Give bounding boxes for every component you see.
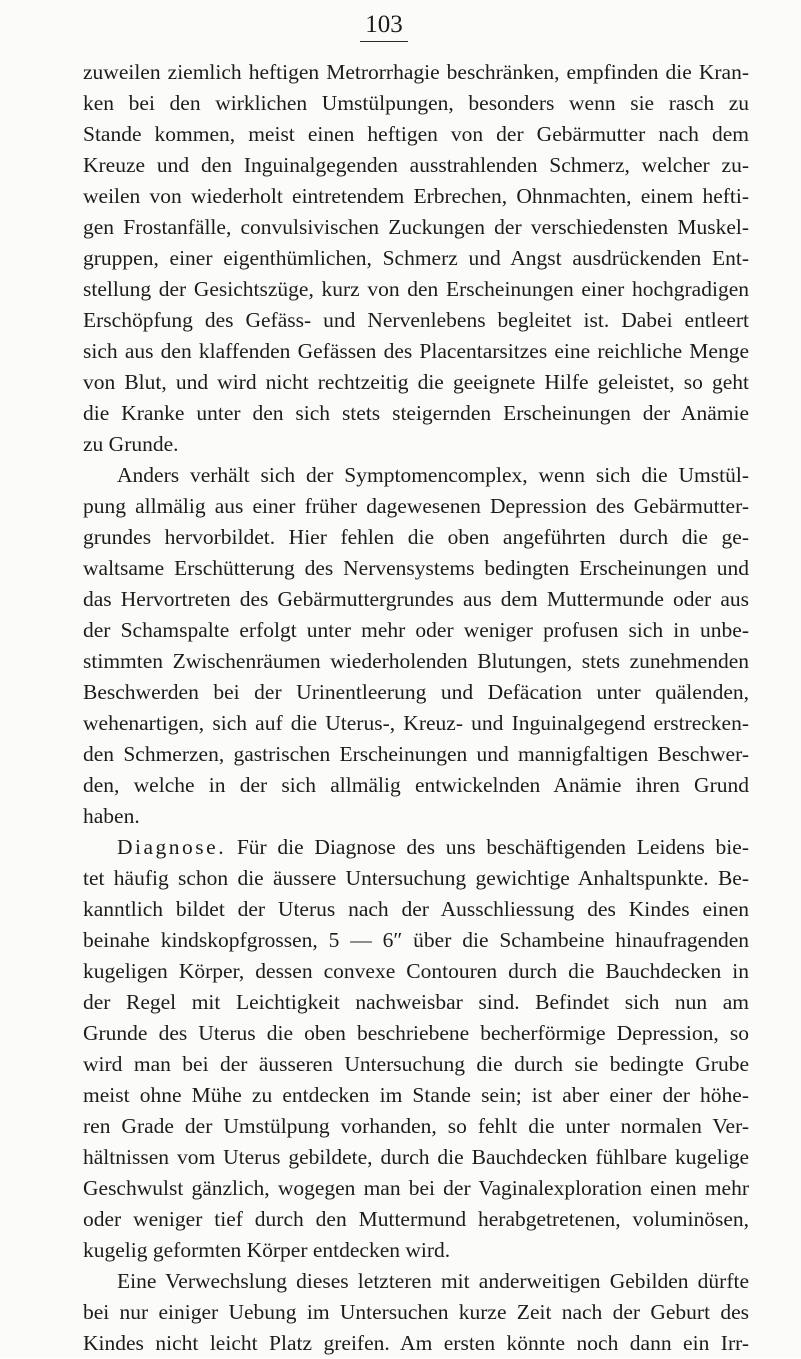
text-line xyxy=(83,88,749,119)
text-line xyxy=(83,336,749,367)
text-line xyxy=(83,770,749,801)
text-line xyxy=(83,1204,749,1235)
text-line-content: sich aus den klaffenden Gefässen des Placentarsitzes eine reichliche Menge xyxy=(83,339,749,363)
text-line xyxy=(83,584,749,615)
text-line-content: Anders verhält sich der Symptomencomplex, wenn sich die Umstül- xyxy=(117,463,749,487)
text-line-content: Kindes nicht leicht Platz greifen. Am ersten könnte noch dann ein Irr- xyxy=(83,1331,749,1355)
text-line-content: kanntlich bildet der Uterus nach der Ausschliessung des Kindes einen xyxy=(83,897,749,921)
text-line-content: wehenartigen, sich auf die Uterus-, Kreuz- und Inguinalgegend erstrecken- xyxy=(83,711,749,735)
text-line xyxy=(83,646,749,677)
text-line-content: beinahe kindskopfgrossen, 5 — 6″ über die Schambeine hinaufragenden xyxy=(83,928,749,952)
text-line-content: zuweilen ziemlich heftigen Metrorrhagie beschränken, empfinden die Kran- xyxy=(83,60,749,84)
text-line xyxy=(83,1173,749,1204)
text-line xyxy=(83,243,749,274)
text-line xyxy=(83,1235,749,1266)
text-line-content: tet häufig schon die äussere Untersuchung gewichtige Anhaltspunkte. Be- xyxy=(83,866,749,890)
text-line xyxy=(83,460,749,491)
text-line xyxy=(83,832,749,863)
text-line xyxy=(83,1297,749,1328)
text-line-content: Kreuze und den Inguinalgegenden ausstrahlenden Schmerz, welcher zu- xyxy=(83,153,749,177)
text-line xyxy=(83,677,749,708)
paragraph xyxy=(83,1266,749,1359)
text-line-content: stimmten Zwischenräumen wiederholenden Blutungen, stets zunehmenden xyxy=(83,649,749,673)
text-line-content: den Schmerzen, gastrischen Erscheinungen und mannigfaltigen Beschwer- xyxy=(83,742,749,766)
text-line xyxy=(83,57,749,88)
text-line-content: Geschwulst gänzlich, wogegen man bei der Vaginalexploration einen mehr xyxy=(83,1176,749,1200)
text-line xyxy=(83,181,749,212)
text-line-content: der Regel mit Leichtigkeit nachweisbar sind. Befindet sich nun am xyxy=(83,990,749,1014)
text-line-content: oder weniger tief durch den Muttermund herabgetretenen, voluminösen, xyxy=(83,1207,749,1231)
text-line xyxy=(83,491,749,522)
text-line xyxy=(83,863,749,894)
paragraph xyxy=(83,460,749,832)
text-line-content: den, welche in der sich allmälig entwickelnden Anämie ihren Grund xyxy=(83,773,749,797)
text-line-content: grundes hervorbildet. Hier fehlen die oben angeführten durch die ge- xyxy=(83,525,749,549)
text-line xyxy=(83,398,749,429)
text-line-content: der Schamspalte erfolgt unter mehr oder weniger profusen sich in unbe- xyxy=(83,618,749,642)
text-line xyxy=(83,274,749,305)
text-line-content: gruppen, einer eigenthümlichen, Schmerz und Angst ausdrückenden Ent- xyxy=(83,246,749,270)
text-line xyxy=(83,1080,749,1111)
text-line-content: bei nur einiger Uebung im Untersuchen kurze Zeit nach der Geburt des xyxy=(83,1300,749,1324)
paragraph xyxy=(83,832,749,1266)
text-line-content: kugeligen Körper, dessen convexe Contouren durch die Bauchdecken in xyxy=(83,959,749,983)
text-line xyxy=(83,1018,749,1049)
text-line-content: haben. xyxy=(83,804,140,828)
text-line xyxy=(83,925,749,956)
text-line xyxy=(83,615,749,646)
text-line-content: gen Frostanfälle, convulsivischen Zuckungen der verschiedensten Muskel- xyxy=(83,215,749,239)
text-line xyxy=(83,1142,749,1173)
text-line-content: das Hervortreten des Gebärmuttergrundes aus dem Muttermunde oder aus xyxy=(83,587,749,611)
text-line xyxy=(83,1049,749,1080)
text-line xyxy=(83,1111,749,1142)
text-line xyxy=(83,894,749,925)
text-line xyxy=(83,987,749,1018)
text-line-content: ren Grade der Umstülpung vorhanden, so fehlt die unter normalen Ver- xyxy=(83,1114,749,1138)
text-line-content: Grunde des Uterus die oben beschriebene becherförmige Depression, so xyxy=(83,1021,749,1045)
text-line xyxy=(83,522,749,553)
text-line-content: Erschöpfung des Gefäss- und Nervenlebens begleitet ist. Dabei entleert xyxy=(83,308,749,332)
text-line-content: ken bei den wirklichen Umstülpungen, besonders wenn sie rasch zu xyxy=(83,91,749,115)
text-line-content: hältnissen vom Uterus gebildete, durch die Bauchdecken fühlbare kugelige xyxy=(83,1145,749,1169)
text-line xyxy=(83,1328,749,1359)
text-line xyxy=(83,956,749,987)
text-line-content: meist ohne Mühe zu entdecken im Stande sein; ist aber einer der höhe- xyxy=(83,1083,749,1107)
text-line xyxy=(83,1266,749,1297)
body-text xyxy=(83,57,749,1359)
paragraph xyxy=(83,57,749,460)
text-line xyxy=(83,429,749,460)
text-line xyxy=(83,212,749,243)
text-line-content: Für die Diagnose des uns beschäftigenden Leidens bie- xyxy=(226,835,749,859)
text-line-content: zu Grunde. xyxy=(83,432,179,456)
text-line xyxy=(83,801,749,832)
text-line-content: pung allmälig aus einer früher dagewesenen Depression des Gebärmutter- xyxy=(83,494,749,518)
text-line-content: Stande kommen, meist einen heftigen von der Gebärmutter nach dem xyxy=(83,122,749,146)
text-line xyxy=(83,708,749,739)
page-number: 103 xyxy=(360,10,408,42)
text-line xyxy=(83,119,749,150)
text-line-content: von Blut, und wird nicht rechtzeitig die geeignete Hilfe geleistet, so geht xyxy=(83,370,749,394)
text-line-content: stellung der Gesichtszüge, kurz von den Erscheinungen einer hochgradigen xyxy=(83,277,749,301)
section-heading: Diagnose. xyxy=(117,835,227,859)
text-line xyxy=(83,150,749,181)
text-line-content: Eine Verwechslung dieses letzteren mit anderweitigen Gebilden dürfte xyxy=(117,1269,749,1293)
text-line-content: kugelig geformten Körper entdecken wird. xyxy=(83,1238,451,1262)
text-line-content: die Kranke unter den sich stets steigernden Erscheinungen der Anämie xyxy=(83,401,749,425)
text-line-content: waltsame Erschütterung des Nervensystems bedingten Erscheinungen und xyxy=(83,556,749,580)
text-line xyxy=(83,305,749,336)
text-line xyxy=(83,367,749,398)
text-line xyxy=(83,739,749,770)
text-line-content: wird man bei der äusseren Untersuchung die durch sie bedingte Grube xyxy=(83,1052,749,1076)
text-line xyxy=(83,553,749,584)
text-line-content: Beschwerden bei der Urinentleerung und Defäcation unter quälenden, xyxy=(83,680,749,704)
text-line-content: weilen von wiederholt eintretendem Erbrechen, Ohnmachten, einem hefti- xyxy=(83,184,749,208)
